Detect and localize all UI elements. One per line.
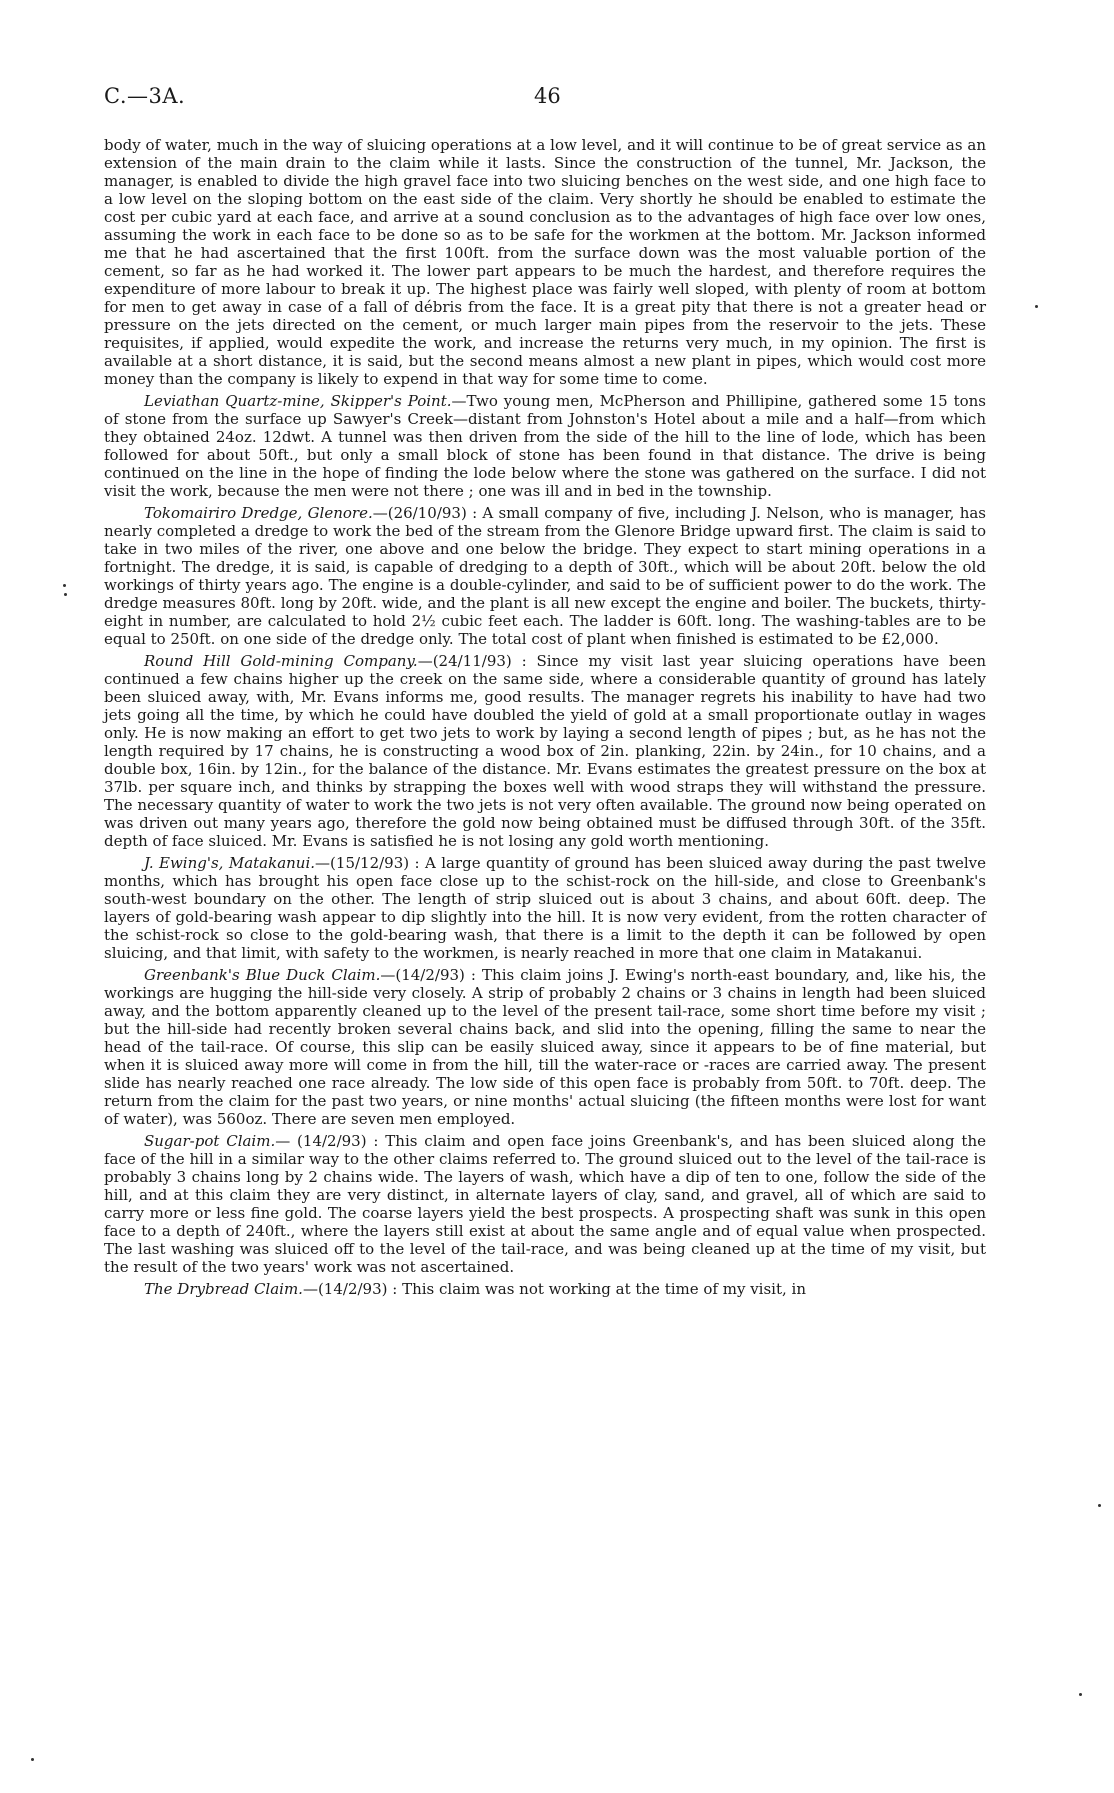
paragraph-leviathan: [104, 392, 986, 500]
paragraph-text: —(24/11/93) : Since my visit last year sluicing operations have been continued a few chains higher up the creek on the same side, where a considerable quantity of ground has lately been sluiced away, with, Mr. Evans informs me, good results. The manager regrets his inability to have had two jets going all the time, by which he could have doubled the yield of gold at a small proportionate outlay in wages only. He is now making an effort to get two jets to work by laying a second length of pipes ; but, as he has not the length required by 17 chains, he is constructing a wood box of 2in. planking, 22in. by 24in., for 10 chains, and a double box, 16in. by 12in., for the balance of the distance. Mr. Evans estimates the greatest pressure on the box at 37lb. per square inch, and thinks by strapping the boxes well with wood straps they will withstand the pressure. The necessary quantity of water to work the two jets is not very often available. The ground now being operated on was driven out many years ago, therefore the gold now being obtained must be diffused through 30ft. of the 35ft. depth of face sluiced. Mr. Evans is satisfied he is not losing any gold worth mentioning.: [104, 652, 986, 850]
paragraph-text: —(14/2/93) : This claim joins J. Ewing's north-east boundary, and, like his, the workings are hugging the hill-side very closely. A strip of probably 2 chains or 3 chains in length had been sluiced away, and the bottom apparently cleaned up to the level of the present tail-race, some short time before my visit ; but the hill-side had recently broken several chains back, and slid into the opening, filling the same to near the head of the tail-race. Of course, this slip can be easily sluiced away, since it appears to be of fine material, but when it is sluiced away more will come in from the hill, till the water-race or -races are carried away. The present slide has nearly reached one race already. The low side of this open face is probably from 50ft. to 70ft. deep. The return from the claim for the past two years, or nine months' actual sluicing (the fifteen months were lost for want of water), was 560oz. There are seven men employed.: [104, 966, 987, 1128]
paragraph-heading: J. Ewing's, Matakanui.: [144, 854, 316, 872]
document-reference: C.—3A.: [104, 84, 186, 108]
scan-speck: [63, 584, 66, 587]
paragraph-text: —Two young men, McPherson and Phillipine, gathered some 15 tons of stone from the surface up Sawyer's Creek—distant from Johnston's Hotel about a mile and a half—from which they obtained 24oz. 12dwt. A tunnel was then driven from the side of the hill to the line of lode, which has been followed for about 50ft., but only a small block of stone has been found in that distance. The drive is being continued on the line in the hope of finding the lode below where the stone was gathered on the surface. I did not visit the work, because the men were not there ; one was ill and in bed in the township.: [104, 392, 986, 500]
paragraph-text: —(14/2/93) : This claim was not working at the time of my visit, in: [302, 1280, 806, 1298]
paragraph-heading: The Drybread Claim.: [144, 1280, 303, 1298]
paragraph-heading: Round Hill Gold-mining Company.: [144, 652, 418, 670]
paragraph-round-hill: [104, 652, 986, 850]
paragraph-heading: Greenbank's Blue Duck Claim.: [144, 966, 381, 984]
page-number: 46: [534, 84, 561, 108]
document-body: [104, 136, 986, 1302]
scan-speck: [64, 593, 67, 596]
paragraph-drybread: [104, 1280, 986, 1298]
paragraph-ewing: [104, 854, 986, 962]
paragraph-text: — (14/2/93) : This claim and open face joins Greenbank's, and has been sluiced along the face of the hill in a similar way to the other claims referred to. The ground sluiced out to the level of the tail-race is probably 3 chains long by 2 chains wide. The layers of wash, which have a dip of ten to one, follow the side of the hill, and at this claim they are very distinct, in alternate layers of clay, sand, and gravel, all of which are said to carry more or less fine gold. The coarse layers yield the best prospects. A prospecting shaft was sunk in this open face to a depth of 240ft., where the layers still exist at about the same angle and of equal value when prospected. The last washing was sluiced off to the level of the tail-race, and was being cleaned up at the time of my visit, but the result of the two years' work was not ascertained.: [104, 1132, 986, 1276]
paragraph-tokomairiro: [104, 504, 986, 648]
paragraph-heading: Leviathan Quartz-mine, Skipper's Point.: [144, 392, 452, 410]
paragraph-continuation: [104, 136, 986, 388]
scan-speck: [1098, 1504, 1101, 1507]
paragraph-text: —(15/12/93) : A large quantity of ground has been sluiced away during the past twelve months, which has brought his open face close up to the schist-rock on the hill-side, and close to Greenbank's south-west boundary on the other. The length of strip sluiced out is about 3 chains, and about 60ft. deep. The layers of gold-bearing wash appear to dip slightly into the hill. It is now very evident, from the rotten character of the schist-rock so close to the gold-bearing wash, that there is a limit to the depth it can be followed by open sluicing, and that limit, with safety to the workmen, is nearly reached in more that one claim in Matakanui.: [104, 854, 986, 962]
scan-speck: [1079, 1693, 1082, 1696]
paragraph-text: —(26/10/93) : A small company of five, including J. Nelson, who is manager, has nearly completed a dredge to work the bed of the stream from the Glenore Bridge upward first. The claim is said to take in two miles of the river, one above and one below the bridge. They expect to start mining operations in a fortnight. The dredge, it is said, is capable of dredging to a depth of 30ft., which will be about 20ft. below the old workings of thirty years ago. The engine is a double-cylinder, and said to be of sufficient power to do the work. The dredge measures 80ft. long by 20ft. wide, and the plant is all new except the engine and boiler. The buckets, thirty-eight in number, are calculated to hold 2½ cubic feet each. The ladder is 60ft. long. The washing-tables are to be equal to 250ft. on one side of the dredge only. The total cost of plant when finished is estimated to be £2,000.: [104, 504, 986, 648]
paragraph-heading: Tokomairiro Dredge, Glenore.: [144, 504, 373, 522]
paragraph-greenbank: [104, 966, 986, 1128]
paragraph-heading: Sugar-pot Claim.: [144, 1132, 276, 1150]
paragraph-sugar-pot: [104, 1132, 986, 1276]
page-header: [104, 84, 1004, 114]
paragraph-text: body of water, much in the way of sluicing operations at a low level, and it will continue to be of great service as an extension of the main drain to the claim while it lasts. Since the construction of the tunnel, Mr. Jackson, the manager, is enabled to divide the high gravel face into two sluicing benches on the west side, and one high face to a low level on the sloping bottom on the east side of the claim. Very shortly he should be enabled to estimate the cost per cubic yard at each face, and arrive at a sound conclusion as to the advantages of high face over low ones, assuming the work in each face to be done so as to be safe for the workmen at the bottom. Mr. Jackson informed me that he had ascertained that the first 100ft. from the surface down was the most valuable portion of the cement, so far as he had worked it. The lower part appears to be much the hardest, and therefore requires the expenditure of more labour to break it up. The highest place was fairly well sloped, with plenty of room at bottom for men to get away in case of a fall of débris from the face. It is a great pity that there is not a greater head or pressure on the jets directed on the cement, or much larger main pipes from the reservoir to the jets. These requisites, if applied, would expedite the work, and increase the returns very much, in my opinion. The first is available at a short distance, it is said, but the second means almost a new plant in pipes, which would cost more money than the company is likely to expend in that way for some time to come.: [104, 136, 986, 388]
scan-speck: [31, 1758, 34, 1761]
scan-speck: [1035, 305, 1038, 308]
